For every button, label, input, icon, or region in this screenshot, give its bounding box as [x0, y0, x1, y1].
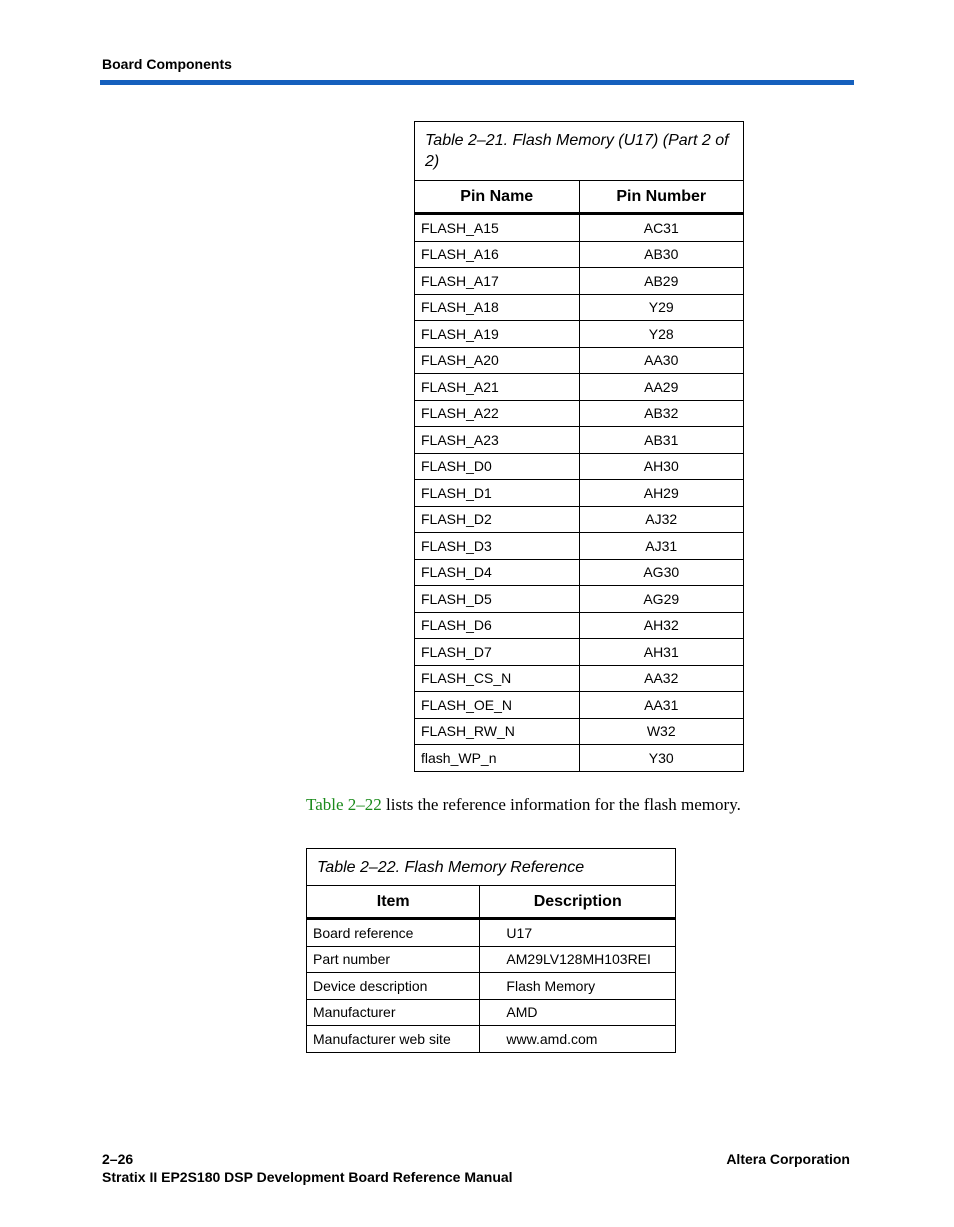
table-row — [307, 999, 676, 1026]
paragraph-text: lists the reference information for the flash memory. — [381, 795, 741, 814]
pin-number-cell: AB31 — [579, 427, 744, 454]
table-row — [415, 374, 744, 401]
pin-name-cell: FLASH_D2 — [415, 506, 580, 533]
pin-name-cell: FLASH_A16 — [415, 241, 580, 268]
table-row — [307, 919, 676, 947]
description-cell: U17 — [480, 919, 676, 947]
item-cell: Manufacturer — [307, 999, 480, 1026]
table-row — [415, 745, 744, 772]
pin-number-cell: AH32 — [579, 612, 744, 639]
table-row — [307, 973, 676, 1000]
pin-number-cell: AH30 — [579, 453, 744, 480]
pin-number-cell: W32 — [579, 718, 744, 745]
column-header-item: Item — [307, 886, 480, 919]
pin-number-cell: AG30 — [579, 559, 744, 586]
company-name: Altera Corporation — [726, 1151, 850, 1167]
page-number: 2–26 — [102, 1151, 134, 1167]
column-header-description: Description — [480, 886, 676, 919]
table-cross-reference-link[interactable]: Table 2–22 — [306, 795, 382, 814]
pin-number-cell: AG29 — [579, 586, 744, 613]
table-row — [415, 692, 744, 719]
table-row — [415, 321, 744, 348]
table-row — [307, 946, 676, 973]
pin-name-cell: FLASH_A15 — [415, 214, 580, 242]
pin-number-cell: AC31 — [579, 214, 744, 242]
pin-name-cell: FLASH_A22 — [415, 400, 580, 427]
pin-name-cell: FLASH_A23 — [415, 427, 580, 454]
pin-name-cell: FLASH_A18 — [415, 294, 580, 321]
pin-number-cell: AJ32 — [579, 506, 744, 533]
description-cell: Flash Memory — [480, 973, 676, 1000]
pin-name-cell: FLASH_D3 — [415, 533, 580, 560]
table-row — [415, 214, 744, 242]
pin-number-cell: AA32 — [579, 665, 744, 692]
pin-name-cell: FLASH_CS_N — [415, 665, 580, 692]
item-cell: Device description — [307, 973, 480, 1000]
table-row — [415, 639, 744, 666]
table-body — [307, 919, 676, 1053]
table-row — [307, 1026, 676, 1053]
pin-name-cell: FLASH_D6 — [415, 612, 580, 639]
pin-number-cell: AJ31 — [579, 533, 744, 560]
pin-name-cell: FLASH_A21 — [415, 374, 580, 401]
item-cell: Manufacturer web site — [307, 1026, 480, 1053]
pin-number-cell: Y29 — [579, 294, 744, 321]
pin-number-cell: AB32 — [579, 400, 744, 427]
table-row — [415, 718, 744, 745]
column-header-pin-number: Pin Number — [579, 181, 744, 214]
table-row — [415, 453, 744, 480]
table-body — [415, 214, 744, 772]
item-cell: Board reference — [307, 919, 480, 947]
table-row — [415, 586, 744, 613]
table-row — [415, 347, 744, 374]
pin-number-cell: Y30 — [579, 745, 744, 772]
pin-name-cell: FLASH_A20 — [415, 347, 580, 374]
table-row — [415, 427, 744, 454]
flash-reference-table — [306, 848, 676, 1053]
column-header-pin-name: Pin Name — [415, 181, 580, 214]
pin-name-cell: FLASH_D1 — [415, 480, 580, 507]
pin-number-cell: AA31 — [579, 692, 744, 719]
pin-number-cell: AB29 — [579, 268, 744, 295]
table-row — [415, 241, 744, 268]
flash-pin-table — [414, 121, 744, 772]
body-paragraph — [306, 795, 741, 815]
table-row — [415, 400, 744, 427]
pin-number-cell: AH29 — [579, 480, 744, 507]
table-row — [415, 665, 744, 692]
table-row — [415, 294, 744, 321]
description-cell: www.amd.com — [480, 1026, 676, 1053]
pin-number-cell: AH31 — [579, 639, 744, 666]
table-row — [415, 268, 744, 295]
pin-number-cell: AA30 — [579, 347, 744, 374]
table-row — [415, 480, 744, 507]
header-rule — [100, 80, 854, 85]
pin-name-cell: FLASH_RW_N — [415, 718, 580, 745]
pin-name-cell: FLASH_D0 — [415, 453, 580, 480]
table-caption: Table 2–22. Flash Memory Reference — [307, 849, 676, 886]
pin-number-cell: Y28 — [579, 321, 744, 348]
pin-name-cell: FLASH_OE_N — [415, 692, 580, 719]
pin-name-cell: FLASH_D7 — [415, 639, 580, 666]
item-cell: Part number — [307, 946, 480, 973]
running-header: Board Components — [102, 56, 232, 72]
pin-name-cell: flash_WP_n — [415, 745, 580, 772]
pin-name-cell: FLASH_D4 — [415, 559, 580, 586]
pin-name-cell: FLASH_A19 — [415, 321, 580, 348]
description-cell: AM29LV128MH103REI — [480, 946, 676, 973]
description-cell: AMD — [480, 999, 676, 1026]
table-row — [415, 612, 744, 639]
pin-number-cell: AB30 — [579, 241, 744, 268]
manual-title: Stratix II EP2S180 DSP Development Board Reference Manual — [102, 1169, 513, 1185]
table-row — [415, 533, 744, 560]
pin-number-cell: AA29 — [579, 374, 744, 401]
table-caption: Table 2–21. Flash Memory (U17) (Part 2 of 2) — [415, 122, 744, 181]
pin-name-cell: FLASH_D5 — [415, 586, 580, 613]
table-row — [415, 559, 744, 586]
table-row — [415, 506, 744, 533]
pin-name-cell: FLASH_A17 — [415, 268, 580, 295]
